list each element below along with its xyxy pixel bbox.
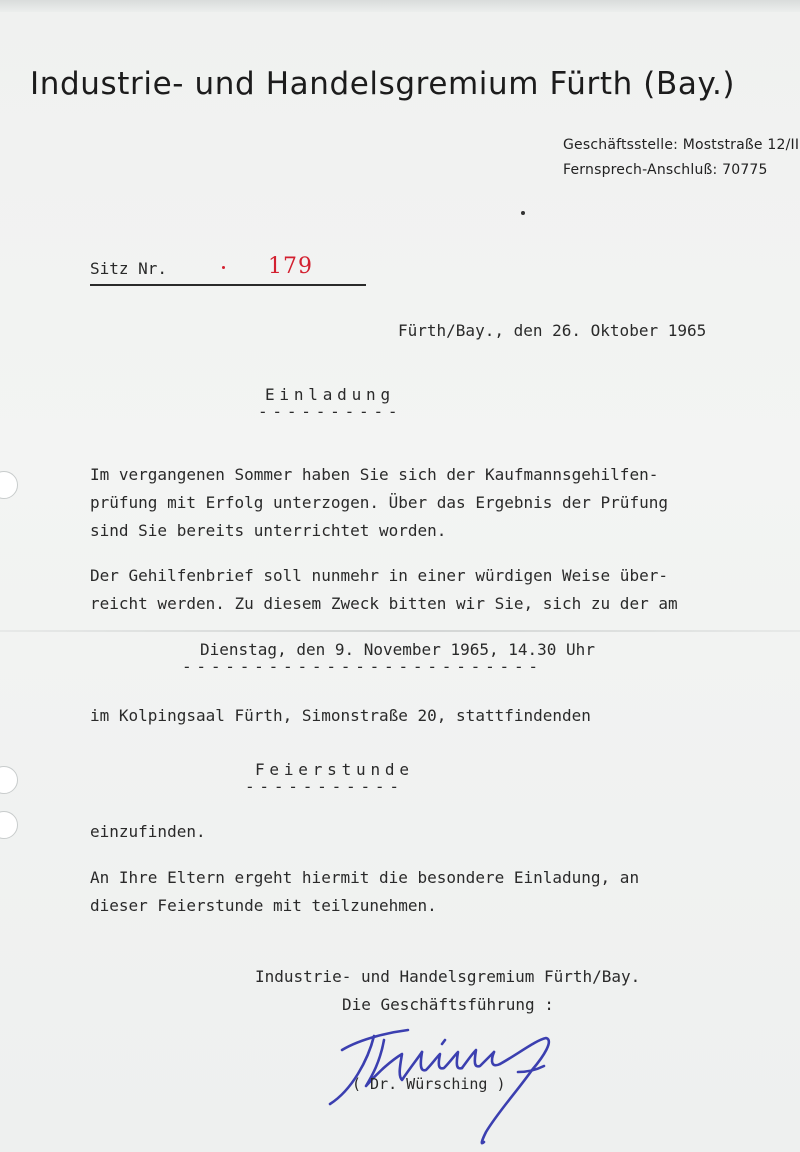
event-datetime: Dienstag, den 9. November 1965, 14.30 Uhr (200, 640, 595, 659)
date-line: Fürth/Bay., den 26. Oktober 1965 (398, 321, 707, 340)
body-line: dieser Feierstunde mit teilzunehmen. (90, 896, 437, 915)
event-datetime-underline: ------------------------- (182, 657, 543, 676)
body-line: sind Sie bereits unterrichtet worden. (90, 521, 447, 540)
sitz-label: Sitz Nr. (90, 259, 168, 278)
punch-hole (0, 766, 18, 794)
stamp-tick (222, 266, 225, 269)
heading-einladung: Einladung (265, 385, 395, 404)
event-name: Feierstunde (255, 760, 414, 779)
heading-underline: ---------- (258, 402, 403, 421)
body-line: An Ihre Eltern ergeht hiermit die besondere Einladung, an (90, 868, 640, 887)
closing-word: einzufinden. (90, 822, 206, 841)
punch-hole (0, 471, 18, 499)
paper-fold-line (0, 630, 800, 632)
body-line: reicht werden. Zu diesem Zweck bitten wir Sie, sich zu der am (90, 594, 678, 613)
paper-top-edge (0, 0, 800, 12)
body-line: Der Gehilfenbrief soll nunmehr in einer würdigen Weise über- (90, 566, 668, 585)
sitz-number: 179 (268, 254, 313, 279)
signatory-name: ( Dr. Würsching ) (352, 1075, 506, 1093)
phone-number: Fernsprech-Anschluß: 70775 (563, 162, 768, 178)
punch-hole (0, 811, 18, 839)
signoff-dept: Die Geschäftsführung : (342, 995, 554, 1014)
stray-mark (521, 211, 525, 215)
body-line: Im vergangenen Sommer haben Sie sich der Kaufmannsgehilfen- (90, 465, 659, 484)
venue-line: im Kolpingsaal Fürth, Simonstraße 20, stattfindenden (90, 706, 591, 725)
letterhead-title: Industrie- und Handelsgremium Fürth (Bay.) (30, 66, 736, 102)
sitz-underline (90, 284, 366, 286)
signoff-org: Industrie- und Handelsgremium Fürth/Bay. (255, 967, 641, 986)
event-name-underline: ----------- (245, 777, 404, 796)
office-address: Geschäftsstelle: Moststraße 12/II (563, 137, 800, 153)
body-line: prüfung mit Erfolg unterzogen. Über das Ergebnis der Prüfung (90, 493, 668, 512)
